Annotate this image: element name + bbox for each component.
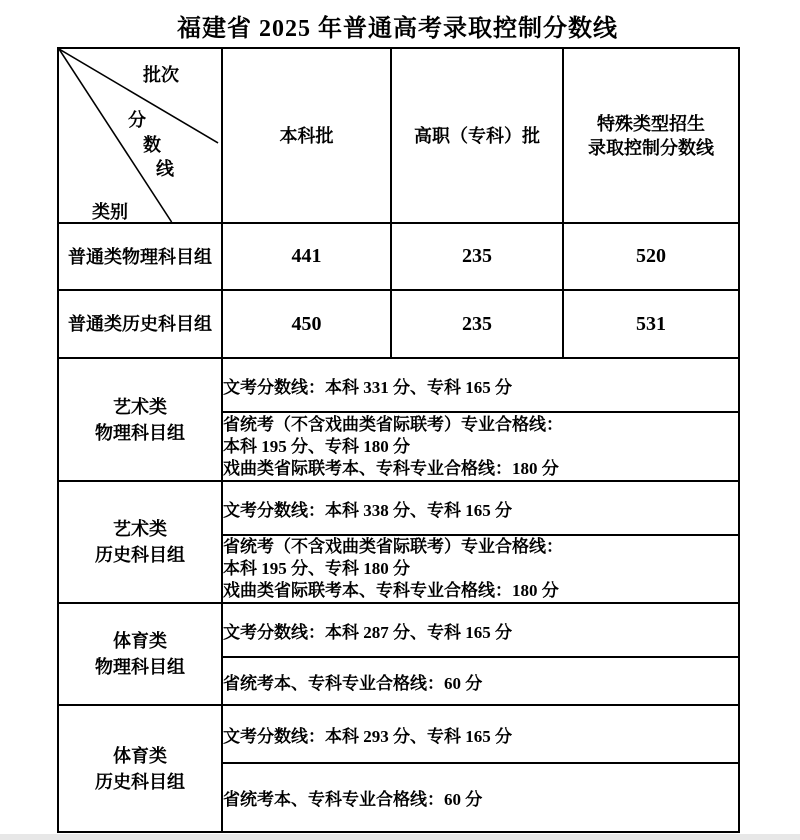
wenkao-cell: 文考分数线：本科 287 分、专科 165 分 (222, 603, 739, 657)
category-cell: 普通类物理科目组 (58, 223, 222, 290)
column-header-teshu-line2: 录取控制分数线 (588, 137, 714, 158)
column-header-teshu-line1: 特殊类型招生 (597, 113, 705, 134)
corner-scoreline-char-3: 线 (156, 159, 174, 179)
wenkao-cell: 文考分数线：本科 293 分、专科 165 分 (222, 705, 739, 763)
tongkao-line: 本科 195 分、专科 180 分 (223, 436, 410, 456)
table-row (58, 290, 739, 358)
score-cell-benke: 441 (222, 223, 391, 290)
tongkao-line: 省统考（不含戏曲类省际联考）专业合格线： (223, 537, 563, 556)
category-line2: 历史科目组 (95, 545, 185, 565)
category-cell-art-physics (58, 358, 222, 481)
category-line2: 物理科目组 (95, 657, 185, 677)
category-line1: 体育类 (113, 631, 167, 651)
category-cell: 普通类历史科目组 (58, 290, 222, 358)
score-cell-gaozhi: 235 (391, 223, 563, 290)
corner-batch-label: 批次 (143, 65, 179, 85)
category-line2: 物理科目组 (95, 422, 185, 443)
tongkao-line: 本科 195 分、专科 180 分 (223, 559, 410, 578)
tongkao-line: 戏曲类省际联考本、专科专业合格线：180 分 (223, 458, 559, 478)
corner-scoreline-char-2: 数 (143, 135, 161, 155)
page-title: 福建省 2025 年普通高考录取控制分数线 (177, 16, 618, 42)
category-line2: 历史科目组 (95, 771, 185, 792)
tongkao-line: 省统考（不含戏曲类省际联考）专业合格线： (223, 414, 563, 434)
tongkao-cell: 省统考本、专科专业合格线：60 分 (222, 763, 739, 832)
diagonal-divider-lines (59, 49, 221, 222)
corner-cell (58, 48, 222, 223)
corner-scoreline-char-1: 分 (128, 110, 146, 130)
tongkao-cell: 省统考本、专科专业合格线：60 分 (222, 657, 739, 705)
column-header-benke: 本科批 (222, 48, 391, 223)
table-row (58, 358, 739, 412)
wenkao-cell: 文考分数线：本科 331 分、专科 165 分 (222, 358, 739, 412)
table-row (58, 223, 739, 290)
tongkao-line: 戏曲类省际联考本、专科专业合格线：180 分 (223, 581, 559, 600)
scores-table (57, 47, 740, 833)
category-cell-art-history (58, 481, 222, 603)
tongkao-cell (222, 412, 739, 481)
score-cell-benke: 450 (222, 290, 391, 358)
page-bottom-edge (0, 834, 800, 840)
score-cell-teshu: 531 (563, 290, 739, 358)
category-cell-sports-physics (58, 603, 222, 705)
table-row (58, 705, 739, 763)
corner-category-label: 类别 (92, 202, 128, 222)
table-row (58, 481, 739, 535)
category-line1: 体育类 (113, 745, 167, 766)
column-header-teshu (563, 48, 739, 223)
tongkao-cell (222, 535, 739, 603)
category-cell-sports-history (58, 705, 222, 832)
table-row (58, 603, 739, 657)
wenkao-cell: 文考分数线：本科 338 分、专科 165 分 (222, 481, 739, 535)
category-line1: 艺术类 (113, 396, 167, 417)
category-line1: 艺术类 (113, 519, 167, 539)
column-header-gaozhi: 高职（专科）批 (391, 48, 563, 223)
score-cell-gaozhi: 235 (391, 290, 563, 358)
score-cell-teshu: 520 (563, 223, 739, 290)
